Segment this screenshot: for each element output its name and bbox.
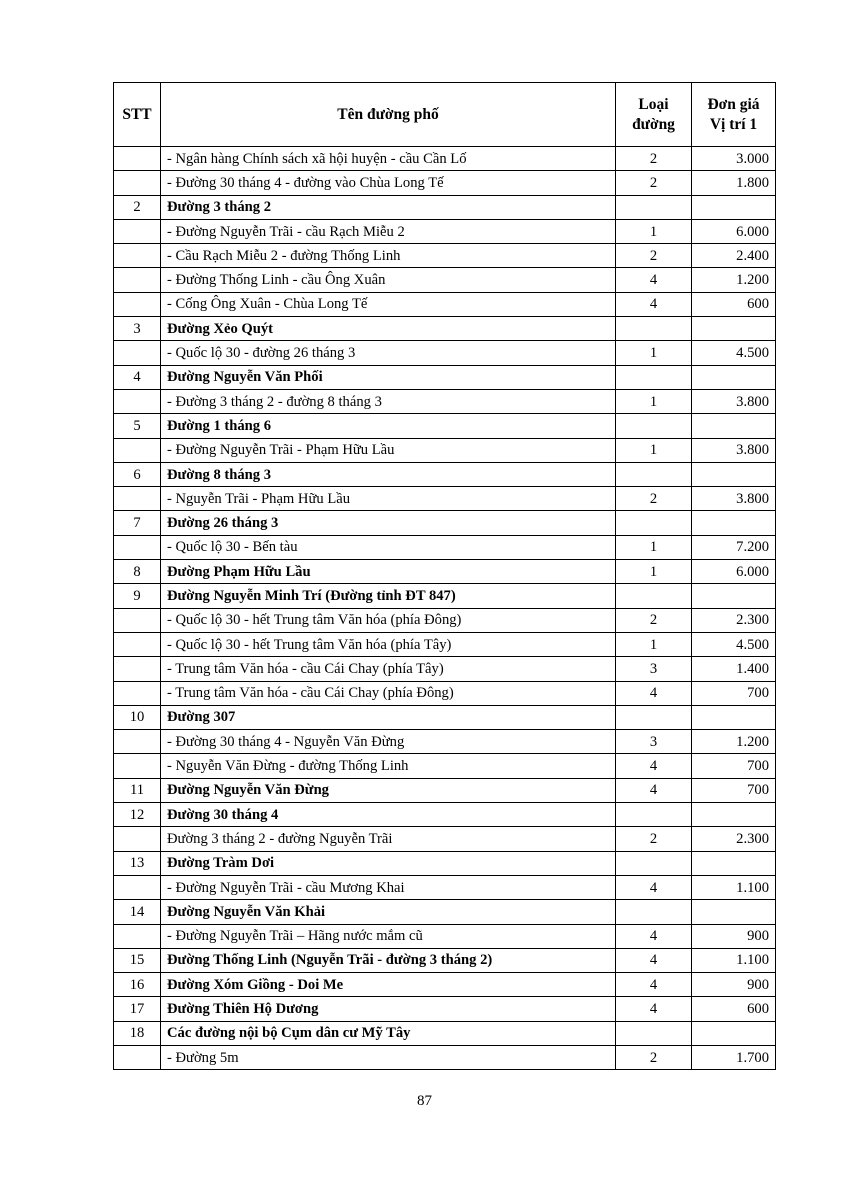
row-street-name-cell: Đường Nguyễn Văn Khải	[161, 900, 616, 924]
row-road-type-cell: 1	[616, 632, 692, 656]
row-street-name-cell: Đường Nguyễn Văn Đừng	[161, 778, 616, 802]
row-stt-cell: 18	[114, 1021, 161, 1045]
row-stt-cell	[114, 171, 161, 195]
row-street-name-cell: - Đường 30 tháng 4 - Nguyễn Văn Đừng	[161, 730, 616, 754]
row-unit-price-cell: 1.100	[692, 948, 776, 972]
row-unit-price-cell: 700	[692, 754, 776, 778]
row-street-name-cell: - Cống Ông Xuân - Chùa Long Tế	[161, 292, 616, 316]
table-row	[114, 219, 776, 243]
row-street-name-cell: Đường 30 tháng 4	[161, 803, 616, 827]
table-row	[114, 438, 776, 462]
table-row	[114, 414, 776, 438]
row-road-type-cell	[616, 1021, 692, 1045]
row-unit-price-cell: 4.500	[692, 341, 776, 365]
table-row	[114, 244, 776, 268]
table-row	[114, 268, 776, 292]
row-unit-price-cell: 1.700	[692, 1045, 776, 1069]
row-stt-cell: 5	[114, 414, 161, 438]
row-stt-cell	[114, 244, 161, 268]
header-road-type	[616, 83, 692, 147]
row-road-type-cell: 4	[616, 681, 692, 705]
row-unit-price-cell: 2.300	[692, 827, 776, 851]
row-stt-cell	[114, 657, 161, 681]
row-stt-cell	[114, 730, 161, 754]
row-road-type-cell: 4	[616, 973, 692, 997]
row-road-type-cell: 1	[616, 560, 692, 584]
row-street-name-cell: - Đường Thống Linh - cầu Ông Xuân	[161, 268, 616, 292]
row-street-name-cell: - Nguyễn Văn Đừng - đường Thống Linh	[161, 754, 616, 778]
row-road-type-cell: 2	[616, 147, 692, 171]
row-road-type-cell	[616, 900, 692, 924]
row-unit-price-cell: 3.800	[692, 389, 776, 413]
table-row	[114, 1021, 776, 1045]
row-unit-price-cell: 1.200	[692, 730, 776, 754]
row-road-type-cell: 3	[616, 730, 692, 754]
row-stt-cell: 8	[114, 560, 161, 584]
table-row	[114, 681, 776, 705]
table-row	[114, 389, 776, 413]
row-street-name-cell: Đường Nguyễn Minh Trí (Đường tỉnh ĐT 847)	[161, 584, 616, 608]
row-street-name-cell: Đường 307	[161, 705, 616, 729]
row-street-name-cell: - Quốc lộ 30 - hết Trung tâm Văn hóa (phía Đông)	[161, 608, 616, 632]
table-row	[114, 147, 776, 171]
row-road-type-cell	[616, 803, 692, 827]
row-unit-price-cell: 600	[692, 997, 776, 1021]
row-street-name-cell: Các đường nội bộ Cụm dân cư Mỹ Tây	[161, 1021, 616, 1045]
table-row	[114, 754, 776, 778]
row-unit-price-cell	[692, 803, 776, 827]
table-row	[114, 487, 776, 511]
row-unit-price-cell: 1.400	[692, 657, 776, 681]
row-stt-cell	[114, 608, 161, 632]
row-road-type-cell: 4	[616, 292, 692, 316]
row-stt-cell	[114, 147, 161, 171]
table-row	[114, 997, 776, 1021]
row-road-type-cell: 2	[616, 1045, 692, 1069]
table-row	[114, 730, 776, 754]
page-number: 87	[417, 1093, 432, 1109]
row-road-type-cell	[616, 851, 692, 875]
row-stt-cell: 4	[114, 365, 161, 389]
row-road-type-cell: 1	[616, 219, 692, 243]
row-unit-price-cell: 6.000	[692, 560, 776, 584]
row-street-name-cell: - Đường 3 tháng 2 - đường 8 tháng 3	[161, 389, 616, 413]
row-road-type-cell	[616, 365, 692, 389]
row-unit-price-cell: 3.000	[692, 147, 776, 171]
street-price-table	[113, 82, 776, 1070]
table-row	[114, 608, 776, 632]
table-row	[114, 657, 776, 681]
row-unit-price-cell	[692, 365, 776, 389]
row-unit-price-cell	[692, 1021, 776, 1045]
row-stt-cell	[114, 754, 161, 778]
row-road-type-cell: 4	[616, 875, 692, 899]
table-row	[114, 875, 776, 899]
row-road-type-cell: 4	[616, 754, 692, 778]
row-street-name-cell: Đường 26 tháng 3	[161, 511, 616, 535]
row-street-name-cell: Đường Thiên Hộ Dương	[161, 997, 616, 1021]
row-stt-cell	[114, 487, 161, 511]
row-street-name-cell: Đường 1 tháng 6	[161, 414, 616, 438]
table-row	[114, 462, 776, 486]
row-stt-cell: 10	[114, 705, 161, 729]
row-unit-price-cell: 700	[692, 778, 776, 802]
table-row	[114, 973, 776, 997]
table-row	[114, 560, 776, 584]
row-stt-cell: 11	[114, 778, 161, 802]
table-row	[114, 851, 776, 875]
table-row	[114, 924, 776, 948]
row-stt-cell: 13	[114, 851, 161, 875]
row-unit-price-cell: 2.300	[692, 608, 776, 632]
row-stt-cell: 15	[114, 948, 161, 972]
row-street-name-cell: Đường Xẻo Quýt	[161, 317, 616, 341]
header-unit-price	[692, 83, 776, 147]
row-stt-cell: 16	[114, 973, 161, 997]
row-unit-price-cell: 700	[692, 681, 776, 705]
row-stt-cell: 3	[114, 317, 161, 341]
row-road-type-cell: 1	[616, 341, 692, 365]
row-street-name-cell: - Quốc lộ 30 - đường 26 tháng 3	[161, 341, 616, 365]
row-stt-cell	[114, 681, 161, 705]
row-street-name-cell: - Quốc lộ 30 - hết Trung tâm Văn hóa (phía Tây)	[161, 632, 616, 656]
row-street-name-cell: - Trung tâm Văn hóa - cầu Cái Chay (phía Đông)	[161, 681, 616, 705]
table-row	[114, 195, 776, 219]
row-road-type-cell	[616, 195, 692, 219]
row-stt-cell: 9	[114, 584, 161, 608]
row-unit-price-cell: 900	[692, 924, 776, 948]
row-unit-price-cell	[692, 584, 776, 608]
row-stt-cell	[114, 292, 161, 316]
row-road-type-cell	[616, 705, 692, 729]
row-unit-price-cell	[692, 851, 776, 875]
row-unit-price-cell: 6.000	[692, 219, 776, 243]
row-street-name-cell: - Trung tâm Văn hóa - cầu Cái Chay (phía Tây)	[161, 657, 616, 681]
table-row	[114, 511, 776, 535]
row-stt-cell: 17	[114, 997, 161, 1021]
row-street-name-cell: - Đường 5m	[161, 1045, 616, 1069]
row-unit-price-cell: 3.800	[692, 438, 776, 462]
row-road-type-cell: 1	[616, 535, 692, 559]
row-stt-cell: 12	[114, 803, 161, 827]
row-unit-price-cell: 900	[692, 973, 776, 997]
row-unit-price-cell: 1.800	[692, 171, 776, 195]
row-unit-price-cell: 1.200	[692, 268, 776, 292]
row-stt-cell	[114, 535, 161, 559]
row-stt-cell	[114, 827, 161, 851]
row-road-type-cell: 3	[616, 657, 692, 681]
row-unit-price-cell	[692, 195, 776, 219]
row-street-name-cell: - Ngân hàng Chính sách xã hội huyện - cầu Cần Lố	[161, 147, 616, 171]
row-street-name-cell: Đường Xóm Giồng - Doi Me	[161, 973, 616, 997]
row-road-type-cell: 4	[616, 924, 692, 948]
header-unit-price-line1: Đơn giá	[707, 95, 760, 113]
table-row	[114, 535, 776, 559]
row-road-type-cell: 4	[616, 997, 692, 1021]
row-unit-price-cell	[692, 414, 776, 438]
row-unit-price-cell: 7.200	[692, 535, 776, 559]
row-unit-price-cell: 2.400	[692, 244, 776, 268]
header-road-type-line1: Loại	[638, 95, 669, 113]
row-road-type-cell: 4	[616, 948, 692, 972]
row-street-name-cell: - Đường Nguyễn Trãi - cầu Mương Khai	[161, 875, 616, 899]
row-street-name-cell: Đường Tràm Dơi	[161, 851, 616, 875]
row-road-type-cell: 2	[616, 827, 692, 851]
row-unit-price-cell	[692, 317, 776, 341]
row-unit-price-cell	[692, 705, 776, 729]
header-unit-price-line2: Vị trí 1	[709, 115, 758, 133]
row-street-name-cell: Đường 3 tháng 2	[161, 195, 616, 219]
row-street-name-cell: - Đường Nguyễn Trãi – Hãng nước mắm cũ	[161, 924, 616, 948]
row-road-type-cell	[616, 462, 692, 486]
row-stt-cell	[114, 341, 161, 365]
table-row	[114, 584, 776, 608]
row-street-name-cell: Đường Thống Linh (Nguyễn Trãi - đường 3 tháng 2)	[161, 948, 616, 972]
row-stt-cell	[114, 389, 161, 413]
row-stt-cell: 2	[114, 195, 161, 219]
table-header-row	[114, 83, 776, 147]
row-road-type-cell: 2	[616, 608, 692, 632]
table-row	[114, 171, 776, 195]
row-street-name-cell: Đường 8 tháng 3	[161, 462, 616, 486]
row-street-name-cell: - Đường Nguyễn Trãi - Phạm Hữu Lầu	[161, 438, 616, 462]
table-row	[114, 317, 776, 341]
row-stt-cell	[114, 268, 161, 292]
row-stt-cell	[114, 219, 161, 243]
row-street-name-cell: - Quốc lộ 30 - Bến tàu	[161, 535, 616, 559]
row-road-type-cell: 4	[616, 268, 692, 292]
table-row	[114, 1045, 776, 1069]
row-road-type-cell: 2	[616, 487, 692, 511]
table-row	[114, 341, 776, 365]
header-road-type-line2: đường	[632, 115, 675, 133]
header-stt: STT	[114, 83, 161, 147]
row-road-type-cell: 4	[616, 778, 692, 802]
row-unit-price-cell	[692, 900, 776, 924]
row-street-name-cell: - Đường Nguyễn Trãi - cầu Rạch Miễu 2	[161, 219, 616, 243]
row-stt-cell: 7	[114, 511, 161, 535]
row-street-name-cell: - Nguyễn Trãi - Phạm Hữu Lầu	[161, 487, 616, 511]
row-road-type-cell	[616, 511, 692, 535]
row-unit-price-cell: 3.800	[692, 487, 776, 511]
row-stt-cell	[114, 632, 161, 656]
row-street-name-cell: - Cầu Rạch Miễu 2 - đường Thống Linh	[161, 244, 616, 268]
row-stt-cell: 6	[114, 462, 161, 486]
table-row	[114, 948, 776, 972]
table-row	[114, 803, 776, 827]
row-street-name-cell: - Đường 30 tháng 4 - đường vào Chùa Long Tế	[161, 171, 616, 195]
table-row	[114, 705, 776, 729]
row-road-type-cell: 2	[616, 244, 692, 268]
table-row	[114, 365, 776, 389]
row-stt-cell	[114, 438, 161, 462]
table-row	[114, 900, 776, 924]
row-street-name-cell: Đường 3 tháng 2 - đường Nguyễn Trãi	[161, 827, 616, 851]
row-road-type-cell: 1	[616, 438, 692, 462]
table-row	[114, 778, 776, 802]
row-road-type-cell: 1	[616, 389, 692, 413]
row-stt-cell	[114, 1045, 161, 1069]
row-unit-price-cell	[692, 511, 776, 535]
row-street-name-cell: Đường Nguyễn Văn Phối	[161, 365, 616, 389]
row-road-type-cell	[616, 584, 692, 608]
header-street-name: Tên đường phố	[161, 83, 616, 147]
row-unit-price-cell: 4.500	[692, 632, 776, 656]
table-row	[114, 827, 776, 851]
row-road-type-cell	[616, 414, 692, 438]
row-stt-cell	[114, 924, 161, 948]
row-street-name-cell: Đường Phạm Hữu Lầu	[161, 560, 616, 584]
row-stt-cell: 14	[114, 900, 161, 924]
row-unit-price-cell: 1.100	[692, 875, 776, 899]
row-stt-cell	[114, 875, 161, 899]
row-unit-price-cell	[692, 462, 776, 486]
row-road-type-cell	[616, 317, 692, 341]
table-body	[114, 147, 776, 1070]
row-unit-price-cell: 600	[692, 292, 776, 316]
table-row	[114, 292, 776, 316]
row-road-type-cell: 2	[616, 171, 692, 195]
table-row	[114, 632, 776, 656]
